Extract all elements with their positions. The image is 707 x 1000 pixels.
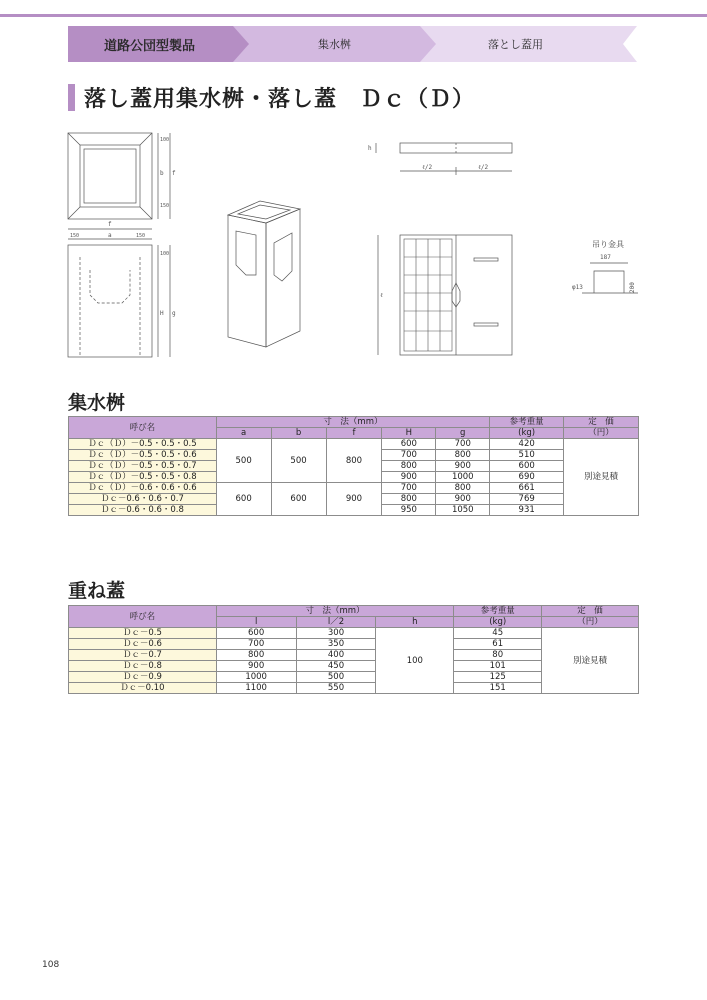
cell-l: 1100 — [216, 683, 296, 694]
cell-H: 800 — [382, 461, 436, 472]
cell-weight: 690 — [490, 472, 564, 483]
cell-weight: 45 — [454, 628, 542, 639]
section-title-lid: 重ね蓋 — [68, 580, 126, 602]
header-name: 呼び名 — [69, 606, 217, 628]
header-price: 定 価 — [564, 417, 639, 428]
cell-H: 600 — [382, 439, 436, 450]
cell-l-half: 300 — [296, 628, 376, 639]
cell-weight: 600 — [490, 461, 564, 472]
top-accent-line — [0, 14, 707, 17]
header-col-H: H — [382, 428, 436, 439]
section-dim-150-right: 150 — [136, 233, 146, 239]
table-row — [69, 628, 639, 639]
cell-H: 700 — [382, 450, 436, 461]
header-price: 定 価 — [542, 606, 639, 617]
cell-a: 600 — [216, 483, 271, 516]
row-name: Ｄｃ－0.10 — [69, 683, 217, 694]
cell-l-half: 550 — [296, 683, 376, 694]
technical-drawings — [60, 125, 650, 365]
cell-weight: 661 — [490, 483, 564, 494]
row-name: Ｄｃ－0.6・0.6・0.8 — [69, 505, 217, 516]
row-name: Ｄｃ（Ｄ）－0.5・0.5・0.6 — [69, 450, 217, 461]
header-col-b: b — [271, 428, 326, 439]
isometric-drawing — [228, 201, 300, 347]
cell-l-half: 500 — [296, 672, 376, 683]
header-col-h: h — [376, 617, 454, 628]
cell-f: 900 — [326, 483, 382, 516]
cell-h: 100 — [376, 628, 454, 694]
header-col-a: a — [216, 428, 271, 439]
cell-b: 500 — [271, 439, 326, 483]
lid-dim-l: ℓ — [380, 292, 383, 299]
cell-weight: 420 — [490, 439, 564, 450]
hanger-dim-13: φ13 — [572, 284, 583, 291]
header-weight: 参考重量 — [454, 606, 542, 617]
row-name: Ｄｃ（Ｄ）－0.5・0.5・0.8 — [69, 472, 217, 483]
section-title-catch-basin: 集水桝 — [68, 392, 126, 414]
section-dim-H: H — [160, 310, 164, 317]
cell-weight: 80 — [454, 650, 542, 661]
lid-dim-half-left: ℓ/2 — [422, 164, 433, 171]
header-weight-unit: (kg) — [454, 617, 542, 628]
catch-basin-table — [68, 416, 639, 516]
cell-l: 800 — [216, 650, 296, 661]
section-dim-100: 100 — [160, 251, 170, 257]
header-dims: 寸 法（mm） — [216, 417, 490, 428]
breadcrumb-item-2[interactable]: 集水桝 — [318, 38, 351, 51]
lid-plan-drawing — [378, 235, 512, 355]
cell-f: 800 — [326, 439, 382, 483]
cell-a: 500 — [216, 439, 271, 483]
lid-dim-half-right: ℓ/2 — [478, 164, 489, 171]
row-name: Ｄｃ－0.7 — [69, 650, 217, 661]
cell-g: 900 — [436, 461, 490, 472]
cell-l-half: 350 — [296, 639, 376, 650]
cell-l: 600 — [216, 628, 296, 639]
page-title: 落し蓋用集水桝・落し蓋 Ｄｃ（Ｄ） — [84, 87, 476, 112]
cell-weight: 125 — [454, 672, 542, 683]
plan-dim-b: b — [160, 170, 164, 177]
cell-weight: 151 — [454, 683, 542, 694]
section-dim-g: g — [172, 310, 176, 317]
row-name: Ｄｃ（Ｄ）－0.5・0.5・0.7 — [69, 461, 217, 472]
cell-l-half: 450 — [296, 661, 376, 672]
section-view-drawing — [68, 221, 176, 357]
lid-side-drawing — [368, 143, 512, 175]
table-row — [69, 483, 639, 494]
cell-g: 700 — [436, 439, 490, 450]
cell-H: 900 — [382, 472, 436, 483]
header-name: 呼び名 — [69, 417, 217, 439]
cell-b: 600 — [271, 483, 326, 516]
breadcrumb-item-3[interactable]: 落とし蓋用 — [488, 38, 543, 51]
hanger-label: 吊り金具 — [592, 240, 624, 249]
cell-H: 800 — [382, 494, 436, 505]
cell-weight: 510 — [490, 450, 564, 461]
cell-weight: 769 — [490, 494, 564, 505]
cell-price: 別途見積 — [542, 628, 639, 694]
cell-H: 700 — [382, 483, 436, 494]
hanger-drawing — [572, 239, 638, 293]
row-name: Ｄｃ－0.9 — [69, 672, 217, 683]
cell-g: 800 — [436, 450, 490, 461]
plan-view-drawing — [68, 133, 176, 219]
row-name: Ｄｃ－0.8 — [69, 661, 217, 672]
breadcrumb-item-1[interactable]: 道路公団型製品 — [104, 39, 196, 54]
header-weight-unit: (kg) — [490, 428, 564, 439]
cell-price: 別途見積 — [564, 439, 639, 516]
lid-dim-h: h — [368, 145, 372, 152]
cell-weight: 61 — [454, 639, 542, 650]
cell-l: 1000 — [216, 672, 296, 683]
section-dim-f: f — [108, 221, 112, 228]
hanger-dim-200: 200 — [629, 282, 636, 293]
header-col-f: f — [326, 428, 382, 439]
row-name: Ｄｃ－0.6 — [69, 639, 217, 650]
plan-dim-150: 150 — [160, 203, 170, 209]
cell-g: 1050 — [436, 505, 490, 516]
breadcrumb — [68, 26, 637, 62]
hanger-dim-187: 187 — [600, 254, 611, 261]
header-price-unit: （円） — [542, 617, 639, 628]
header-price-unit: （円） — [564, 428, 639, 439]
header-weight: 参考重量 — [490, 417, 564, 428]
page-number: 108 — [42, 960, 60, 970]
cell-g: 1000 — [436, 472, 490, 483]
header-col-l: l — [216, 617, 296, 628]
row-name: Ｄｃ－0.5 — [69, 628, 217, 639]
cell-l-half: 400 — [296, 650, 376, 661]
cell-g: 800 — [436, 483, 490, 494]
plan-dim-f: f — [172, 170, 176, 177]
section-dim-150-left: 150 — [70, 233, 80, 239]
cell-l: 900 — [216, 661, 296, 672]
row-name: Ｄｃ（Ｄ）－0.5・0.5・0.5 — [69, 439, 217, 450]
plan-dim-100: 100 — [160, 137, 170, 143]
section-dim-a: a — [108, 232, 112, 239]
table-row — [69, 439, 639, 450]
cell-g: 900 — [436, 494, 490, 505]
title-accent-bar — [68, 84, 75, 111]
cell-H: 950 — [382, 505, 436, 516]
cell-weight: 101 — [454, 661, 542, 672]
row-name: Ｄｃ－0.6・0.6・0.7 — [69, 494, 217, 505]
row-name: Ｄｃ（Ｄ）－0.6・0.6・0.6 — [69, 483, 217, 494]
lid-table — [68, 605, 639, 694]
cell-weight: 931 — [490, 505, 564, 516]
header-col-l-half: l／2 — [296, 617, 376, 628]
cell-l: 700 — [216, 639, 296, 650]
header-col-g: g — [436, 428, 490, 439]
header-dims: 寸 法（mm） — [216, 606, 454, 617]
